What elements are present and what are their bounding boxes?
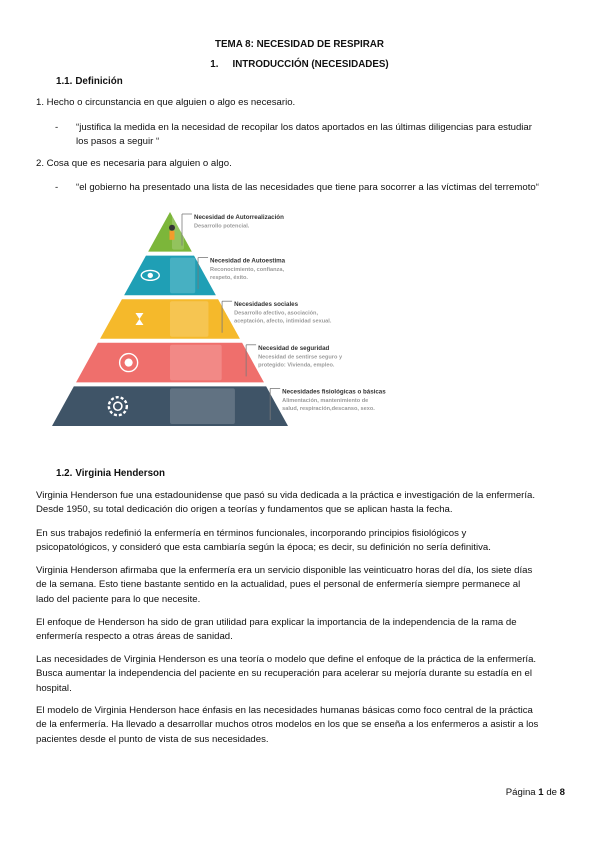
paragraph-line: En sus trabajos redefinió la enfermería en términos funcionales, incorporando principios fisiológicos y — [36, 528, 467, 539]
paragraph-line: El enfoque de Henderson ha sido de gran utilidad para explicar la importancia de la independencia de la rama de — [36, 617, 517, 628]
illustration-area — [170, 301, 208, 337]
pyramid-level — [100, 299, 332, 339]
pyramid-level — [124, 256, 286, 296]
illustration-area — [170, 258, 195, 294]
page-current: 1 — [538, 787, 544, 798]
pyramid-level — [52, 386, 386, 426]
definition-heading-number: 1.1. — [56, 76, 73, 87]
pyramid-level-title: Necesidad de seguridad — [258, 344, 330, 352]
document-title: TEMA 8: NECESIDAD DE RESPIRAR — [215, 39, 384, 50]
henderson-paragraph-6 — [36, 704, 566, 747]
page-total: 8 — [559, 787, 565, 798]
dash-bullet: - — [55, 182, 59, 193]
paragraph-line: de la semana. Esto tiene bastante sentido en la actualidad, pues el personal de enfermería siempre permanece al — [36, 579, 521, 591]
henderson-heading-text: Virginia Henderson — [75, 468, 165, 479]
paragraph-line: Virginia Henderson afirmaba que la enfermería era un servicio disponible las veinticuatro horas del día, los siete días — [36, 565, 533, 576]
person-icon — [169, 225, 175, 240]
pyramid-level-description: respeto, éxito. — [210, 275, 248, 282]
paragraph-line: psicopatológicos, y consideró que esta cambiaría según la época; es decir, su definición no sería definitiva. — [36, 542, 491, 554]
henderson-paragraph-4 — [36, 616, 566, 645]
paragraph-line: El modelo de Virginia Henderson hace énfasis en las necesidades humanas básicas como foco central de la práctica — [36, 705, 533, 716]
definition-heading-text: Definición — [75, 76, 123, 87]
pyramid-level-description: Necesidad de sentirse seguro y — [258, 354, 343, 361]
definition-example-1 — [76, 121, 566, 150]
section-heading — [0, 58, 599, 73]
paragraph-line: Virginia Henderson fue una estadounidense que pasó su vida dedicada a la práctica e investigación de la enfermería. — [36, 490, 536, 501]
illustration-area — [170, 388, 235, 424]
pyramid-level-description: protegido: Vivienda, empleo. — [258, 362, 335, 369]
section-title: INTRODUCCIÓN (NECESIDADES) — [232, 59, 389, 70]
page-label: Página — [505, 787, 536, 798]
pyramid-level-title: Necesidades sociales — [234, 301, 299, 309]
example-1-line: “justifica la medida en la necesidad de recopilar los datos aportados en las últimas diligencias para estudiar — [76, 122, 532, 133]
paragraph-line: enfermería respecto a otras áreas de sanidad. — [36, 631, 233, 643]
person-head — [169, 225, 175, 231]
definition-item-2: 2. Cosa que es necesaria para alguien o algo. — [36, 158, 232, 169]
paragraph-line: lado del paciente para lo que necesite. — [36, 593, 201, 605]
illustration-area — [170, 345, 222, 381]
page-of: de — [546, 787, 557, 798]
pyramid-level-description: aceptación, afecto, intimidad sexual. — [234, 318, 332, 325]
maslow-pyramid-figure — [48, 208, 420, 428]
target-center — [125, 359, 133, 367]
pyramid-level — [148, 212, 284, 252]
henderson-paragraph-5 — [36, 653, 566, 696]
pyramid-level-description: salud, respiración,descanso, sexo. — [282, 405, 375, 412]
pyramid-level — [76, 343, 343, 383]
page-number — [506, 786, 565, 800]
pyramid-level-description: Reconocimiento, confianza, — [210, 267, 285, 274]
henderson-paragraph-1 — [36, 489, 566, 518]
person-body — [170, 231, 175, 240]
pyramid-level-description: Desarrollo potencial. — [194, 223, 250, 230]
dash-bullet: - — [55, 122, 59, 133]
eye-pupil — [148, 273, 153, 278]
pyramid-level-description: Alimentación, mantenimiento de — [282, 397, 369, 404]
definition-item-1: 1. Hecho o circunstancia en que alguien o algo es necesario. — [36, 97, 296, 108]
paragraph-line: de la enfermería. Ha llevado a desarrollar muchos otros modelos en los que se enseña a los enfermeros a asistir a los — [36, 719, 539, 731]
definition-heading — [56, 75, 123, 90]
paragraph-line: pacientes desde el punto de vista de sus necesidades. — [36, 733, 269, 745]
paragraph-line: Desde 1950, su total dedicación dio origen a teorías y fundamentos que se aplican hasta la fecha. — [36, 504, 453, 516]
paragraph-line: hospital. — [36, 682, 72, 694]
definition-example-2: “el gobierno ha presentado una lista de las necesidades que tiene para socorrer a las víctimas del terremoto“ — [76, 182, 539, 193]
pyramid-level-title: Necesidad de Autoestima — [210, 257, 286, 265]
pyramid-level-title: Necesidades fisiológicas o básicas — [282, 388, 386, 396]
paragraph-line: Busca aumentar la independencia del paciente en su recuperación para acelerar su mejoría durante su estadía en el — [36, 668, 532, 680]
paragraph-line: Las necesidades de Virginia Henderson es una teoría o modelo que define el enfoque de la práctica de la enfermería. — [36, 654, 537, 665]
pyramid-level-title: Necesidad de Autorrealización — [194, 214, 284, 221]
maslow-pyramid — [48, 208, 420, 428]
henderson-heading — [56, 467, 165, 482]
example-1-line: los pasos a seguir “ — [76, 136, 160, 148]
section-number: 1. — [210, 59, 219, 70]
henderson-heading-number: 1.2. — [56, 468, 73, 479]
henderson-paragraph-2 — [36, 527, 566, 556]
henderson-paragraph-3 — [36, 564, 566, 607]
pyramid-level-description: Desarrollo afectivo, asociación, — [234, 310, 319, 317]
